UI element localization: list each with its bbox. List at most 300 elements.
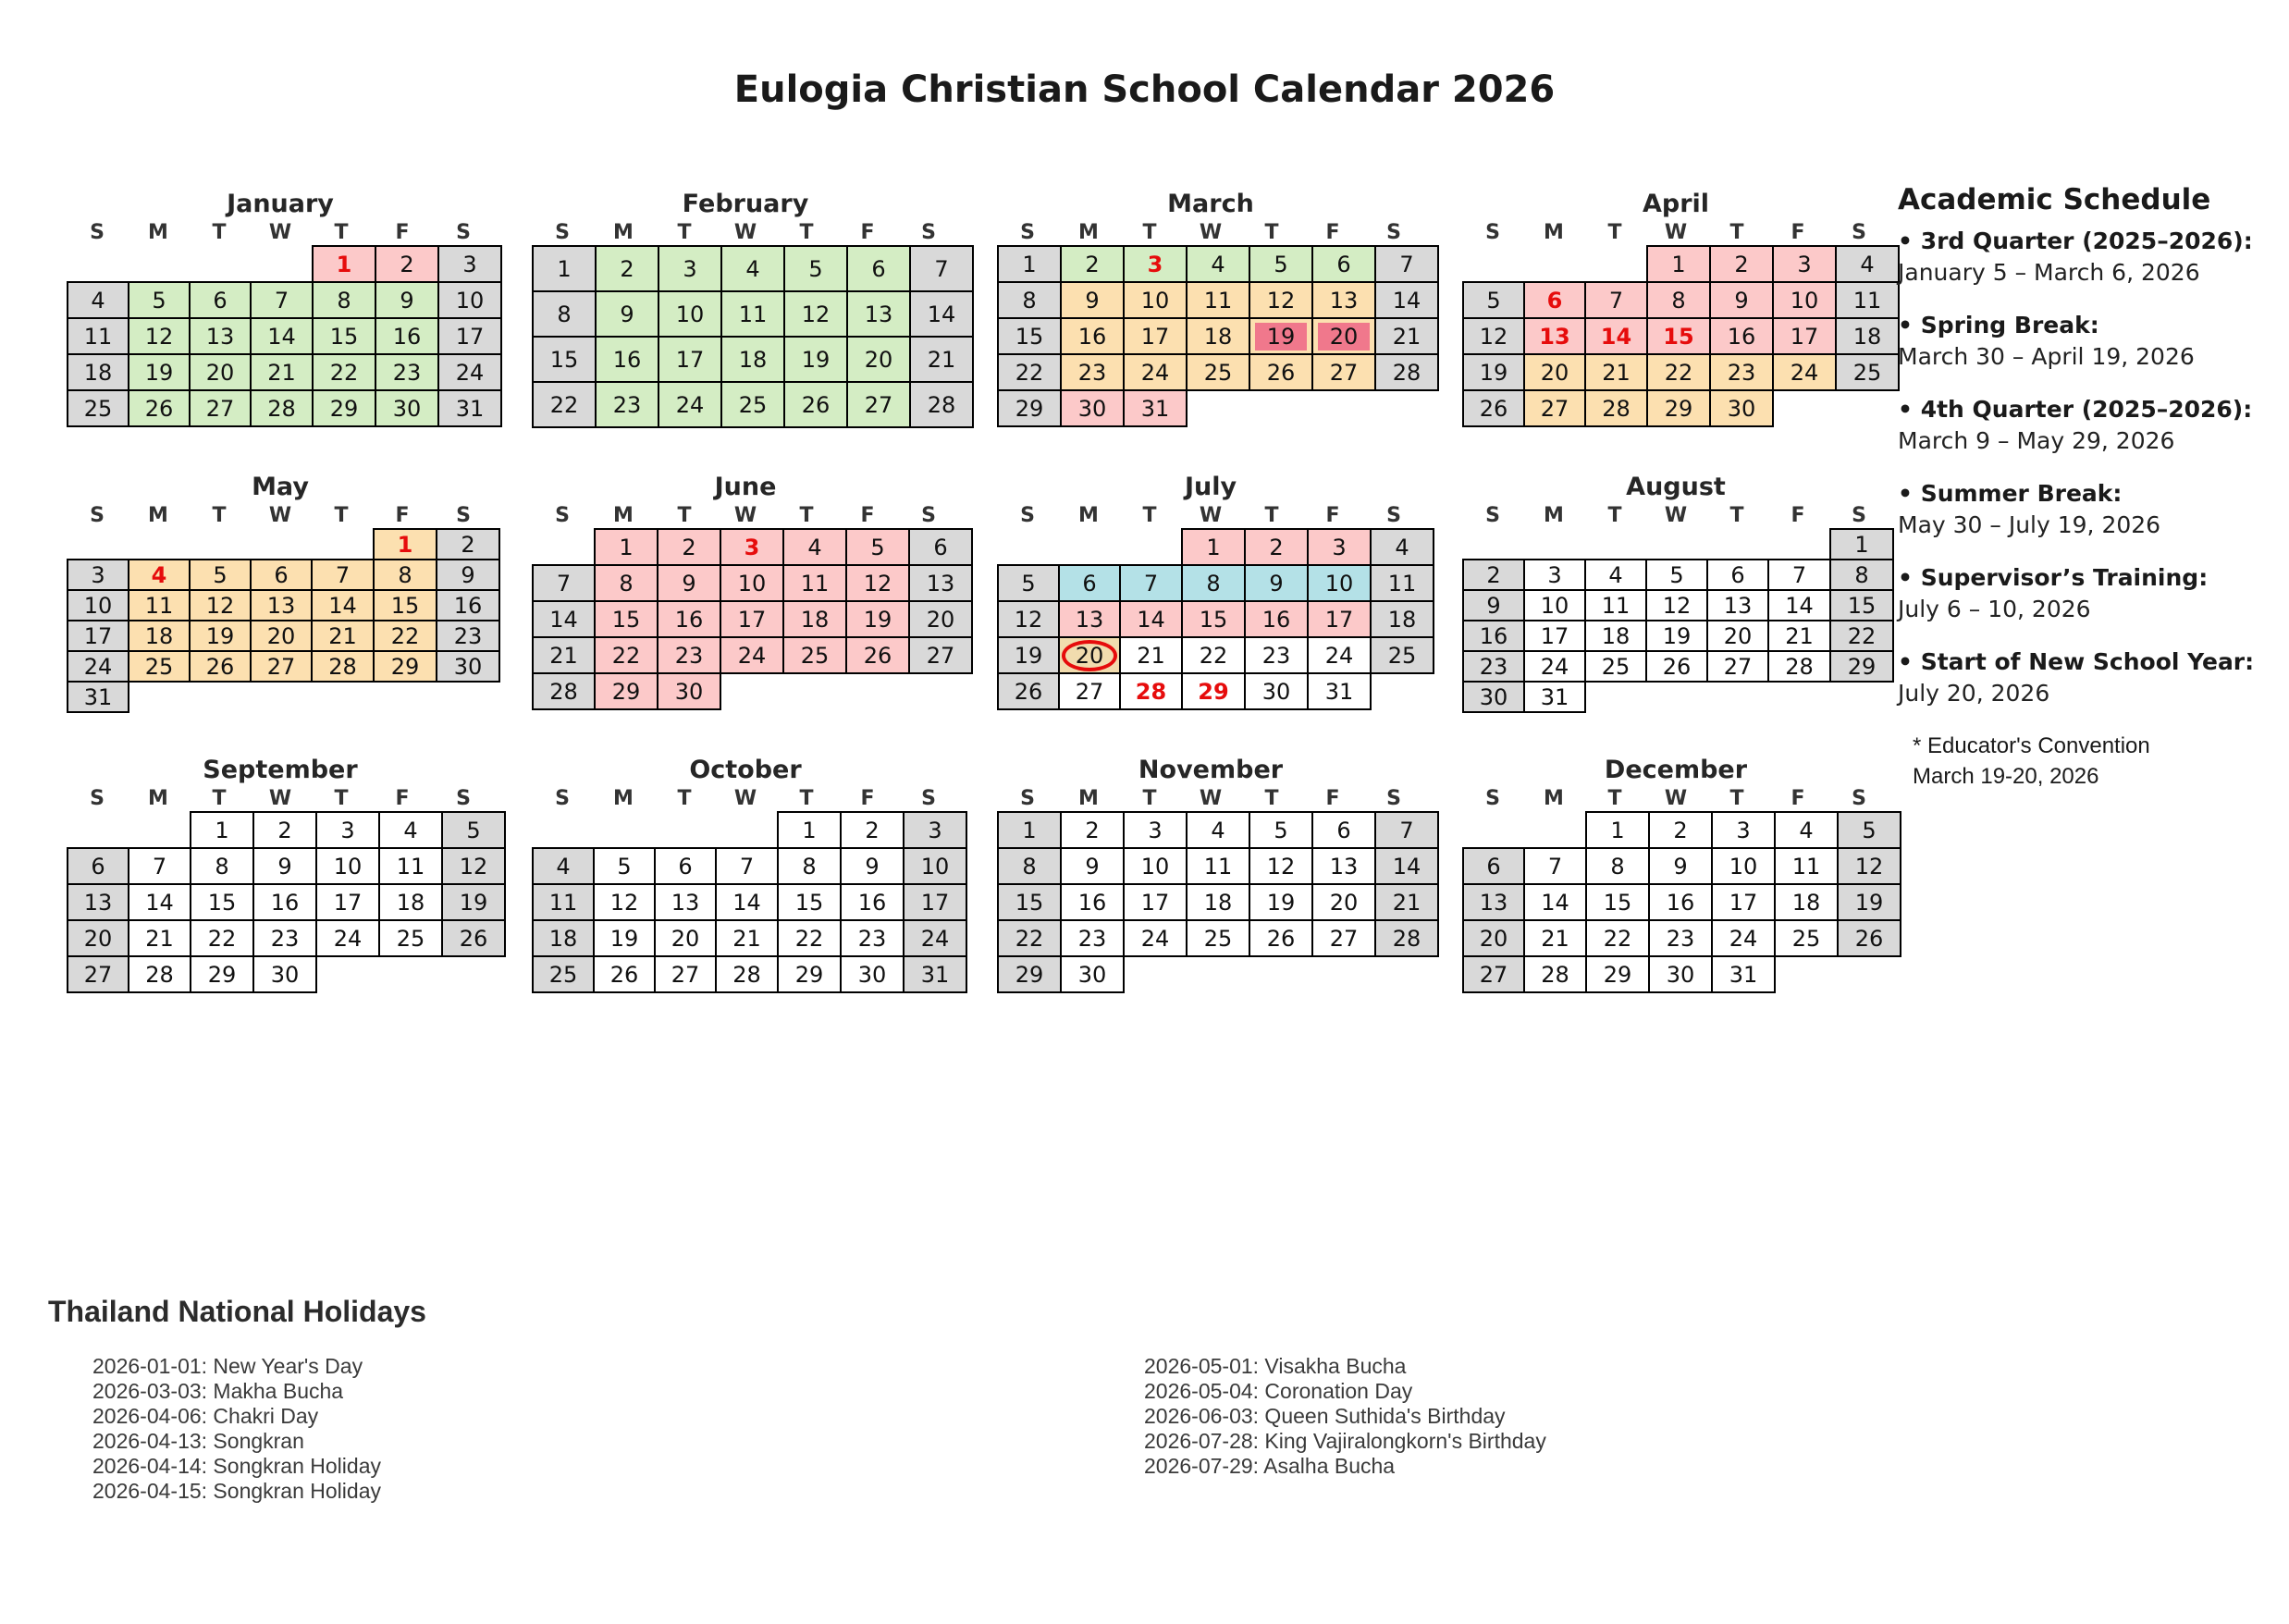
day-number: 14 [1392, 287, 1421, 314]
day-number: 2 [1085, 817, 1100, 843]
day-number: 18 [1791, 889, 1821, 916]
day-number: 3 [683, 255, 697, 282]
day-number: 4 [556, 853, 571, 880]
day-number: 7 [335, 561, 351, 588]
blank-cell [129, 246, 190, 282]
day-number: 30 [270, 961, 300, 988]
day-number: 24 [1540, 653, 1569, 680]
day-cell [253, 884, 316, 920]
day-cell [533, 337, 596, 382]
month-title: May [252, 473, 309, 501]
day-number: 25 [396, 925, 425, 952]
day-cell [190, 282, 251, 318]
weekday-label: T [212, 503, 227, 527]
weekday-label: M [613, 786, 634, 810]
day-number: 4 [151, 561, 167, 588]
day-number: 27 [926, 642, 955, 669]
day-number: 20 [1540, 359, 1569, 386]
day-cell [1249, 246, 1312, 282]
day-cell [68, 884, 129, 920]
day-cell [721, 291, 784, 337]
day-cell [1585, 621, 1646, 651]
day-number: 12 [1014, 606, 1043, 633]
month-december [1462, 756, 1889, 993]
weekday-label: M [1078, 786, 1099, 810]
day-number: 31 [1729, 961, 1758, 988]
holiday-item: 2026-01-01: New Year's Day [92, 1354, 363, 1378]
day-cell [190, 560, 251, 590]
day-number: 7 [152, 853, 167, 880]
weekday-label: M [1078, 220, 1099, 244]
day-cell [68, 282, 129, 318]
day-number: 28 [1602, 395, 1631, 422]
day-cell [68, 560, 129, 590]
day-cell [438, 282, 501, 318]
day-number: 22 [549, 391, 579, 418]
day-number: 25 [1203, 359, 1233, 386]
day-number: 13 [1723, 592, 1753, 619]
day-cell [846, 565, 909, 601]
blank-cell [129, 812, 191, 848]
weekday-header-row [532, 502, 959, 528]
day-number: 13 [266, 592, 296, 619]
day-cell [1707, 560, 1768, 590]
day-number: 1 [336, 251, 352, 277]
day-cell [998, 920, 1061, 956]
day-cell [1187, 812, 1249, 848]
day-cell [778, 884, 841, 920]
day-number: 15 [1015, 323, 1044, 350]
blank-cell [1768, 682, 1830, 712]
day-cell [1463, 590, 1524, 621]
day-number: 17 [83, 622, 113, 649]
day-cell [1647, 390, 1710, 426]
day-cell [1649, 884, 1712, 920]
day-cell [910, 382, 973, 427]
weekday-label: T [799, 786, 814, 810]
day-cell [716, 956, 778, 992]
weekday-label: M [148, 220, 168, 244]
day-cell [191, 848, 253, 884]
day-cell [783, 529, 846, 565]
day-cell [1371, 601, 1434, 637]
day-number: 21 [328, 622, 357, 649]
blank-cell [251, 246, 313, 282]
day-cell [1061, 318, 1124, 354]
holiday-item: 2026-06-03: Queen Suthida's Birthday [1144, 1404, 1506, 1428]
weekday-label: S [1020, 220, 1035, 244]
day-number: 3 [1332, 534, 1347, 560]
day-number: 18 [144, 622, 174, 649]
day-number: 20 [83, 925, 113, 952]
day-number: 15 [1663, 323, 1694, 350]
day-number: 28 [1392, 359, 1421, 386]
day-cell [1312, 848, 1375, 884]
day-number: 13 [1479, 889, 1508, 916]
day-number: 18 [548, 925, 578, 952]
blank-cell [1585, 529, 1646, 560]
day-number: 30 [1479, 683, 1508, 710]
month-june [532, 473, 959, 710]
day-number: 5 [1274, 817, 1288, 843]
day-number: 23 [1077, 359, 1107, 386]
day-cell [910, 291, 973, 337]
day-cell [720, 601, 783, 637]
day-cell [251, 318, 313, 354]
day-cell [1245, 673, 1308, 709]
day-number: 24 [455, 359, 485, 386]
day-cell [1182, 565, 1245, 601]
day-cell [1371, 529, 1434, 565]
day-cell [251, 651, 312, 682]
day-number: 19 [205, 622, 235, 649]
day-number: 9 [682, 570, 696, 597]
day-cell [253, 812, 316, 848]
day-cell [1710, 282, 1773, 318]
day-number: 15 [611, 606, 641, 633]
blank-cell [1585, 682, 1646, 712]
blank-cell [190, 246, 251, 282]
day-number: 5 [1486, 287, 1501, 314]
day-number: 13 [1539, 323, 1570, 350]
day-cell [1187, 246, 1249, 282]
day-number: 1 [1022, 817, 1037, 843]
day-cell [379, 848, 442, 884]
day-number: 18 [1203, 323, 1233, 350]
day-cell [1649, 812, 1712, 848]
schedule-item [1898, 478, 2286, 541]
day-number: 9 [277, 853, 292, 880]
day-cell [129, 282, 190, 318]
day-number: 2 [1269, 534, 1284, 560]
weekday-label: S [1485, 503, 1500, 527]
day-cell [191, 920, 253, 956]
weekday-label: M [148, 786, 168, 810]
weekday-label: T [1607, 503, 1622, 527]
blank-cell [251, 529, 312, 560]
day-cell [909, 637, 972, 673]
day-number: 19 [1854, 889, 1884, 916]
day-cell [129, 884, 191, 920]
day-number: 30 [453, 653, 483, 680]
day-number: 11 [1791, 853, 1821, 880]
day-cell [313, 390, 375, 426]
day-cell [1775, 920, 1838, 956]
schedule-item [1898, 562, 2286, 625]
day-number: 25 [83, 395, 113, 422]
day-cell [1375, 812, 1438, 848]
weekday-label: T [1142, 220, 1157, 244]
weekday-label: S [1852, 503, 1866, 527]
day-cell [1775, 848, 1838, 884]
day-cell [1249, 318, 1312, 354]
day-number: 14 [328, 592, 357, 619]
day-number: 23 [453, 622, 483, 649]
day-cell [847, 291, 910, 337]
day-number: 17 [675, 346, 705, 373]
day-cell [379, 812, 442, 848]
day-cell [1463, 282, 1524, 318]
day-number: 5 [1669, 561, 1684, 588]
day-number: 26 [1854, 925, 1884, 952]
day-cell [1586, 884, 1649, 920]
academic-schedule-panel [1898, 183, 2286, 792]
blank-cell [655, 812, 716, 848]
day-cell [251, 621, 312, 651]
day-number: 16 [453, 592, 483, 619]
weekday-label: T [334, 786, 349, 810]
day-cell [1061, 848, 1124, 884]
holiday-item: 2026-04-15: Songkran Holiday [92, 1479, 381, 1503]
day-cell [721, 337, 784, 382]
day-number: 13 [671, 889, 700, 916]
blank-cell [1775, 956, 1838, 992]
academic-schedule-heading: Academic Schedule [1898, 183, 2211, 216]
day-number: 17 [1729, 889, 1758, 916]
month-title: April [1642, 190, 1710, 218]
day-number: 16 [1727, 323, 1756, 350]
weekday-label: M [1078, 503, 1099, 527]
day-number: 9 [400, 287, 414, 314]
day-number: 21 [145, 925, 174, 952]
day-number: 19 [609, 925, 639, 952]
day-cell [904, 920, 966, 956]
day-cell [998, 390, 1061, 426]
day-number: 25 [800, 642, 830, 669]
day-number: 19 [801, 346, 831, 373]
month-title: August [1626, 473, 1726, 501]
day-cell [1838, 848, 1901, 884]
day-number: 12 [459, 853, 488, 880]
day-cell [1768, 651, 1830, 682]
weekday-label: S [1386, 503, 1401, 527]
day-cell [1124, 884, 1187, 920]
month-may [67, 473, 494, 713]
blank-cell [1768, 529, 1830, 560]
day-cell [374, 621, 437, 651]
day-number: 27 [1329, 925, 1359, 952]
blank-cell [1375, 390, 1438, 426]
day-cell [1524, 282, 1585, 318]
day-number: 12 [1479, 323, 1508, 350]
day-cell [721, 246, 784, 291]
day-number: 22 [1015, 359, 1044, 386]
day-cell [783, 565, 846, 601]
day-number: 9 [1085, 287, 1100, 314]
weekday-label: T [677, 220, 692, 244]
day-cell [1524, 318, 1585, 354]
day-cell [1187, 848, 1249, 884]
day-number: 27 [1540, 395, 1569, 422]
day-number: 28 [267, 395, 296, 422]
day-cell [784, 291, 847, 337]
day-number: 29 [611, 678, 641, 705]
day-number: 13 [83, 889, 113, 916]
day-cell [909, 529, 972, 565]
day-number: 19 [144, 359, 174, 386]
day-number: 7 [1791, 561, 1807, 588]
blank-cell [783, 673, 846, 709]
day-number: 4 [745, 255, 760, 282]
day-number: 13 [205, 323, 235, 350]
weekday-label: T [212, 220, 227, 244]
day-cell [1375, 884, 1438, 920]
day-cell [438, 318, 501, 354]
day-cell [1707, 651, 1768, 682]
day-number: 29 [329, 395, 359, 422]
day-number: 10 [1540, 592, 1569, 619]
day-cell [1710, 318, 1773, 354]
weekday-header-row [67, 219, 494, 245]
day-cell [1249, 848, 1312, 884]
day-cell [1830, 560, 1893, 590]
schedule-item [1898, 394, 2286, 457]
day-number: 17 [1140, 889, 1170, 916]
day-cell [1375, 246, 1438, 282]
day-number: 15 [794, 889, 824, 916]
day-number: 25 [1387, 642, 1417, 669]
blank-cell [129, 529, 190, 560]
day-number: 6 [1546, 287, 1563, 314]
day-number: 10 [83, 592, 113, 619]
day-cell [374, 529, 437, 560]
blank-cell [68, 812, 129, 848]
weekday-label: T [799, 503, 814, 527]
day-cell [374, 560, 437, 590]
month-title: June [714, 473, 777, 501]
day-number: 29 [1603, 961, 1632, 988]
day-number: 1 [1022, 251, 1037, 277]
day-number: 10 [455, 287, 485, 314]
day-cell [68, 848, 129, 884]
blank-cell [68, 529, 129, 560]
day-cell [998, 884, 1061, 920]
day-cell [841, 884, 904, 920]
day-number: 26 [144, 395, 174, 422]
day-cell [1586, 812, 1649, 848]
month-grid [997, 528, 1434, 710]
day-cell [190, 318, 251, 354]
day-number: 10 [333, 853, 363, 880]
day-cell [1836, 318, 1899, 354]
day-number: 29 [1664, 395, 1693, 422]
day-cell [1646, 621, 1707, 651]
weekday-label: S [1485, 220, 1500, 244]
day-cell [658, 291, 721, 337]
day-number: 20 [1062, 640, 1118, 671]
day-number: 24 [1790, 359, 1819, 386]
day-number: 16 [1479, 622, 1508, 649]
day-number: 6 [1730, 561, 1745, 588]
month-title: October [689, 756, 802, 784]
weekday-label: S [921, 786, 936, 810]
day-cell [1124, 318, 1187, 354]
blank-cell [846, 673, 909, 709]
blank-cell [1646, 529, 1707, 560]
day-cell [1585, 354, 1647, 390]
day-cell [1059, 565, 1120, 601]
weekday-header-row [1462, 502, 1889, 528]
day-number: 17 [1140, 323, 1170, 350]
day-cell [595, 637, 658, 673]
day-cell [1312, 318, 1375, 354]
day-cell [909, 601, 972, 637]
month-grid [1462, 245, 1900, 427]
day-number: 7 [1399, 251, 1414, 277]
day-number: 8 [1022, 853, 1037, 880]
day-number: 18 [738, 346, 768, 373]
day-cell [998, 637, 1059, 673]
day-number: 28 [1785, 653, 1814, 680]
day-number: 30 [1261, 678, 1291, 705]
blank-cell [251, 682, 312, 712]
day-number: 6 [871, 255, 886, 282]
day-cell [437, 651, 499, 682]
day-number: 30 [1666, 961, 1695, 988]
weekday-label: W [733, 220, 757, 244]
day-number: 25 [144, 653, 174, 680]
day-number: 20 [926, 606, 955, 633]
day-number: 15 [549, 346, 579, 373]
day-number: 27 [1075, 678, 1104, 705]
day-number: 25 [738, 391, 768, 418]
day-number: 12 [609, 889, 639, 916]
day-number: 4 [1211, 251, 1225, 277]
holidays-section [48, 1295, 2249, 1554]
blank-cell [716, 812, 778, 848]
day-cell [251, 282, 313, 318]
day-cell [1182, 673, 1245, 709]
day-number: 4 [91, 287, 105, 314]
day-cell [1312, 920, 1375, 956]
day-cell [596, 337, 658, 382]
day-cell [1586, 920, 1649, 956]
day-cell [375, 318, 438, 354]
day-number: 7 [1547, 853, 1563, 880]
month-september [67, 756, 494, 993]
blank-cell [1524, 529, 1585, 560]
day-number: 10 [675, 301, 705, 327]
day-number: 31 [1324, 678, 1354, 705]
day-number: 10 [1140, 853, 1170, 880]
day-number: 27 [205, 395, 235, 422]
day-cell [1836, 246, 1899, 282]
blank-cell [1371, 673, 1434, 709]
day-cell [1124, 390, 1187, 426]
day-cell [1524, 651, 1585, 682]
day-number: 18 [1852, 323, 1882, 350]
day-number: 4 [1608, 561, 1623, 588]
day-number: 7 [934, 255, 949, 282]
weekday-label: W [1199, 220, 1223, 244]
day-cell [1249, 354, 1312, 390]
day-cell [658, 673, 720, 709]
day-number: 1 [1854, 531, 1869, 558]
day-cell [655, 920, 716, 956]
weekday-label: T [1729, 786, 1744, 810]
day-number: 22 [794, 925, 824, 952]
day-cell [658, 529, 720, 565]
holiday-item: 2026-05-01: Visakha Bucha [1144, 1354, 1407, 1378]
day-cell [1830, 529, 1893, 560]
day-cell [375, 282, 438, 318]
day-number: 5 [1862, 817, 1877, 843]
day-number: 2 [1085, 251, 1100, 277]
day-number: 28 [1541, 961, 1569, 988]
weekday-label: F [1791, 786, 1805, 810]
day-cell [1061, 812, 1124, 848]
weekday-label: S [1020, 503, 1035, 527]
